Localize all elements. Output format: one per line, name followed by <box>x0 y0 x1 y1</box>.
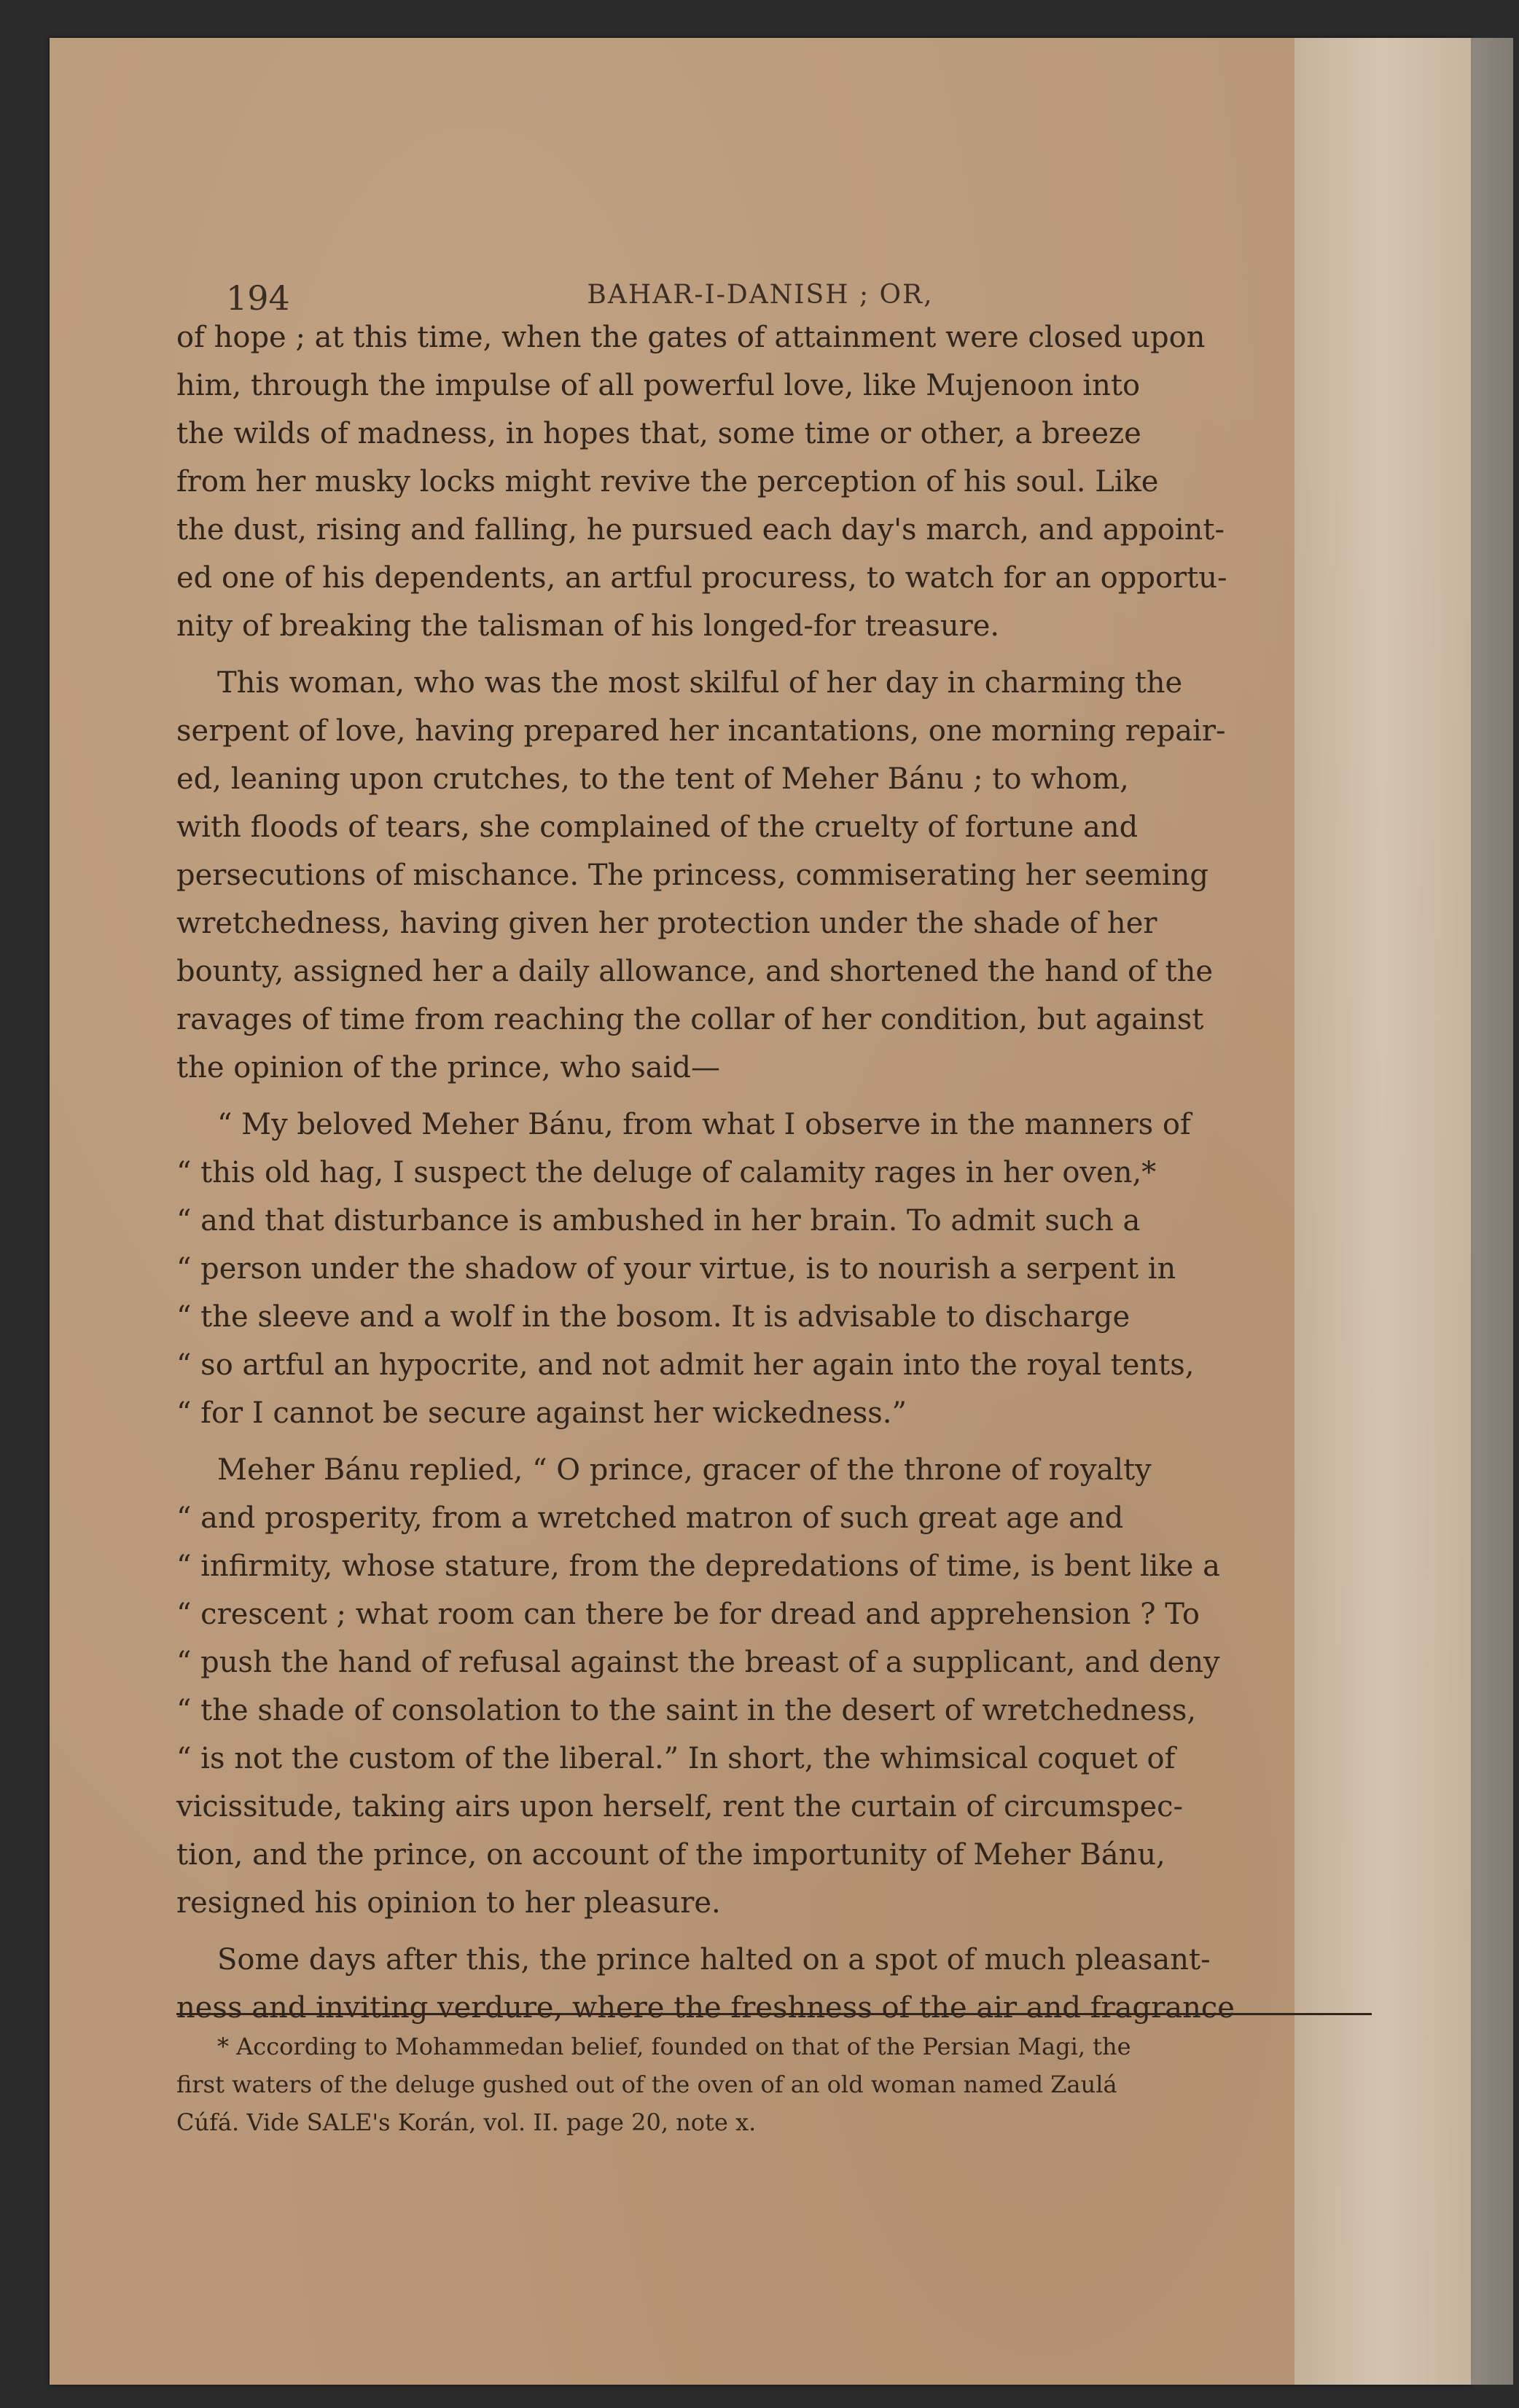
text-line: “ crescent ; what room can there be for dread and apprehension ? To <box>176 1598 1200 1631</box>
text-line: ed one of his dependents, an artful procuress, to watch for an opportu- <box>176 561 1227 595</box>
running-head: BAHAR-I-DANISH ; OR, <box>587 280 934 310</box>
text-line: “ and that disturbance is ambushed in her brain. To admit such a <box>176 1204 1141 1238</box>
paragraph-4 <box>176 1446 1372 1927</box>
text-line: with floods of tears, she complained of the cruelty of fortune and <box>176 810 1139 844</box>
footnote <box>176 2028 1372 2141</box>
footnote-line: first waters of the deluge gushed out of the oven of an old woman named Zaulá <box>176 2071 1117 2098</box>
text-line: him, through the impulse of all powerful love, like Mujenoon into <box>176 369 1141 402</box>
text-line: serpent of love, having prepared her incantations, one morning repair- <box>176 714 1226 748</box>
text-line: “ this old hag, I suspect the deluge of calamity rages in her oven,* <box>176 1156 1157 1189</box>
text-line: “ person under the shadow of your virtue, is to nourish a serpent in <box>176 1252 1176 1286</box>
paragraph-5 <box>176 1936 1372 2032</box>
text-line: “ the sleeve and a wolf in the bosom. It is advisable to discharge <box>176 1300 1131 1334</box>
page-header <box>50 242 1471 318</box>
text-line: ness and inviting verdure, where the freshness of the air and fragrance <box>176 1991 1235 2025</box>
text-line: tion, and the prince, on account of the importunity of Meher Bánu, <box>176 1838 1165 1872</box>
text-line: vicissitude, taking airs upon herself, rent the curtain of circumspec- <box>176 1790 1184 1823</box>
text-line: “ infirmity, whose stature, from the depredations of time, is bent like a <box>176 1549 1220 1583</box>
text-line: nity of breaking the talisman of his longed-for treasure. <box>176 609 1000 643</box>
text-line: “ so artful an hypocrite, and not admit her again into the royal tents, <box>176 1348 1195 1382</box>
text-line: resigned his opinion to her pleasure. <box>176 1886 721 1920</box>
text-line: ravages of time from reaching the collar of her condition, but against <box>176 1003 1204 1036</box>
footnote-line: * According to Mohammedan belief, founded on that of the Persian Magi, the <box>217 2033 1131 2060</box>
text-line: “ push the hand of refusal against the breast of a supplicant, and deny <box>176 1646 1220 1679</box>
text-line: persecutions of mischance. The princess, commiserating her seeming <box>176 859 1208 892</box>
text-line: bounty, assigned her a daily allowance, and shortened the hand of the <box>176 955 1214 988</box>
text-line: ed, leaning upon crutches, to the tent of Meher Bánu ; to whom, <box>176 762 1129 796</box>
text-line: “ for I cannot be secure against her wickedness.” <box>176 1396 907 1430</box>
text-line: the opinion of the prince, who said— <box>176 1051 720 1084</box>
text-line: the dust, rising and falling, he pursued each day's march, and appoint- <box>176 513 1225 547</box>
page-number: 194 <box>226 278 290 318</box>
text-line: of hope ; at this time, when the gates of attainment were closed upon <box>176 321 1206 354</box>
body-text <box>176 313 1372 2041</box>
footnote-line: Cúfá. Vide SALE's Korán, vol. II. page 20, note x. <box>176 2108 757 2136</box>
paragraph-3 <box>176 1101 1372 1437</box>
text-line: from her musky locks might revive the perception of his soul. Like <box>176 465 1159 499</box>
paragraph-2 <box>176 659 1372 1092</box>
text-line: “ the shade of consolation to the saint in the desert of wretchedness, <box>176 1694 1197 1727</box>
paragraph-1 <box>176 313 1372 650</box>
text-line: This woman, who was the most skilful of her day in charming the <box>217 666 1183 700</box>
text-line: Some days after this, the prince halted on a spot of much pleasant- <box>217 1943 1211 1977</box>
text-line: “ is not the custom of the liberal.” In short, the whimsical coquet of <box>176 1742 1176 1775</box>
text-line: “ and prosperity, from a wretched matron of such great age and <box>176 1501 1124 1535</box>
text-line: Meher Bánu replied, “ O prince, gracer of the throne of royalty <box>217 1453 1152 1487</box>
text-line: “ My beloved Meher Bánu, from what I observe in the manners of <box>217 1108 1191 1141</box>
text-line: the wilds of madness, in hopes that, some time or other, a breeze <box>176 417 1141 450</box>
text-line: wretchedness, having given her protection under the shade of her <box>176 907 1157 940</box>
footnote-rule <box>176 2013 1372 2015</box>
